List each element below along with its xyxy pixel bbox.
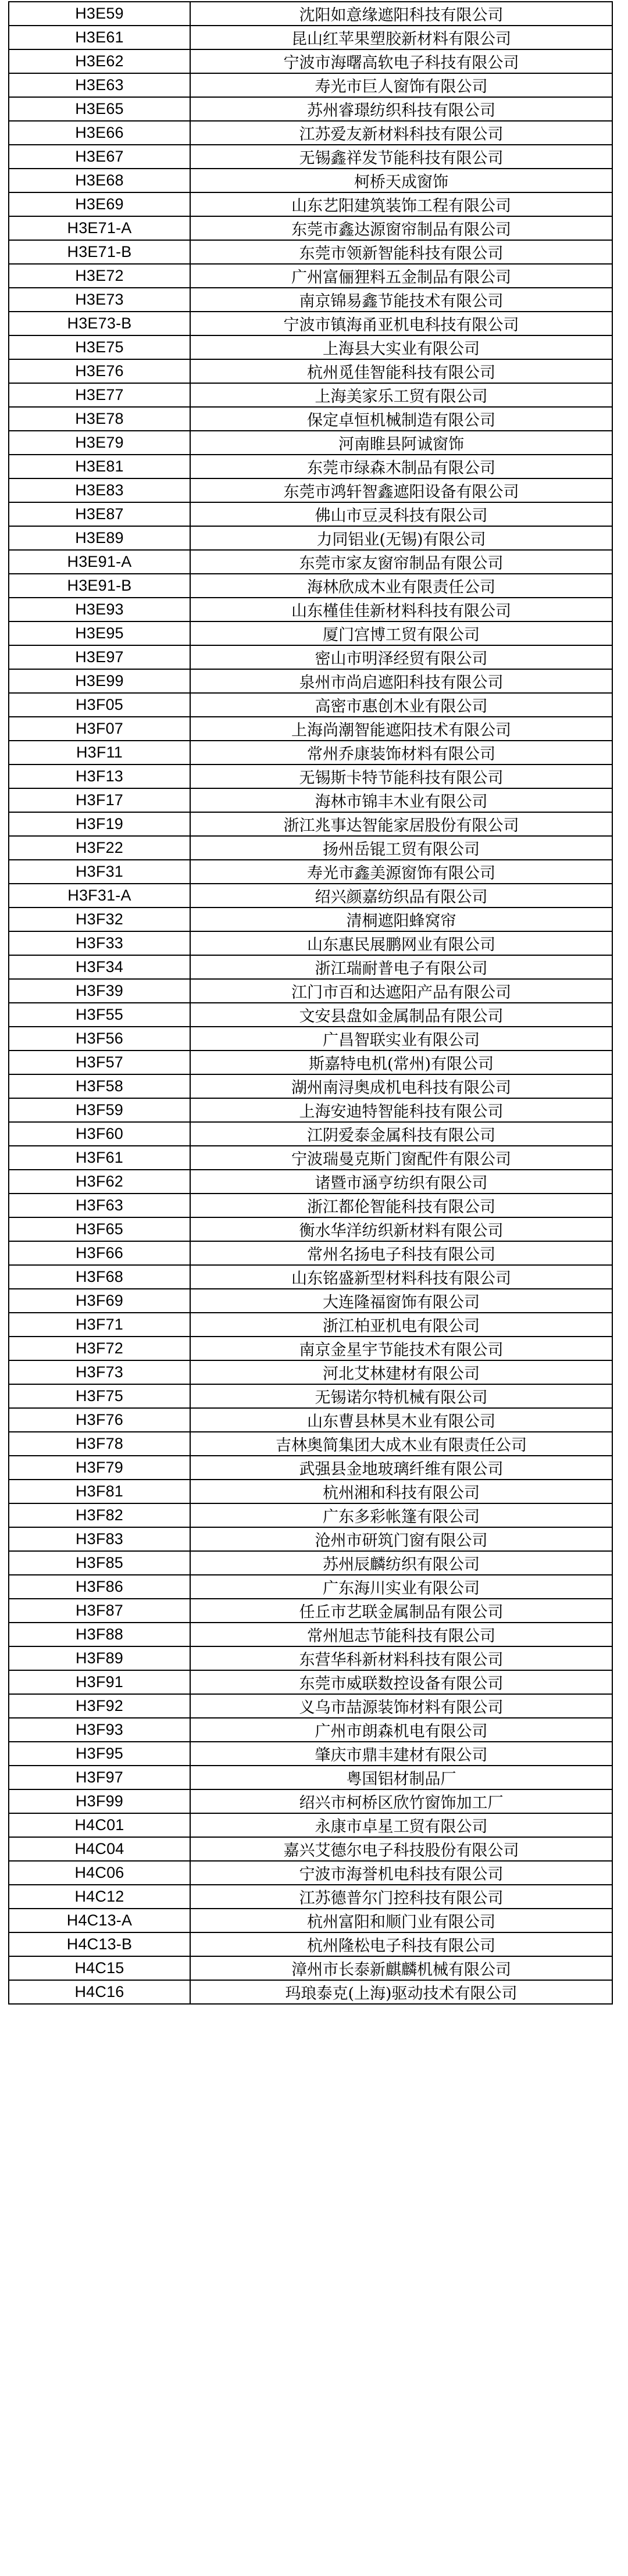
company-name-cell: 江苏德普尔门控科技有限公司: [190, 1885, 612, 1909]
company-name-cell: 南京金星宇节能技术有限公司: [190, 1337, 612, 1360]
booth-number-cell: H3E68: [9, 169, 190, 192]
booth-number-cell: H3E81: [9, 455, 190, 478]
company-name-cell: 广州市朗森机电有限公司: [190, 1718, 612, 1742]
table-row: [9, 1694, 612, 1718]
company-name-cell: 漳州市长泰新麒麟机械有限公司: [190, 1956, 612, 1980]
table-row: [9, 312, 612, 335]
booth-number-cell: H3E79: [9, 431, 190, 455]
table-row: [9, 860, 612, 884]
booth-number-cell: H3E87: [9, 502, 190, 526]
table-row: [9, 169, 612, 192]
table-row: [9, 1575, 612, 1599]
company-name-cell: 海林欣成木业有限责任公司: [190, 574, 612, 598]
booth-number-cell: H3E71-A: [9, 216, 190, 240]
table-row: [9, 1956, 612, 1980]
booth-number-cell: H3E91-A: [9, 550, 190, 574]
table-row: [9, 1337, 612, 1360]
booth-number-cell: H3F33: [9, 931, 190, 955]
table-row: [9, 669, 612, 693]
company-name-cell: 大连隆福窗饰有限公司: [190, 1289, 612, 1313]
booth-number-cell: H3F71: [9, 1313, 190, 1337]
table-row: [9, 812, 612, 836]
table-row: [9, 884, 612, 908]
booth-number-cell: H3F56: [9, 1027, 190, 1051]
company-name-cell: 东莞市威联数控设备有限公司: [190, 1670, 612, 1694]
booth-number-cell: H3E66: [9, 121, 190, 145]
company-name-cell: 上海美家乐工贸有限公司: [190, 383, 612, 407]
company-name-cell: 上海安迪特智能科技有限公司: [190, 1098, 612, 1122]
booth-number-cell: H3F72: [9, 1337, 190, 1360]
company-name-cell: 苏州辰麟纺织有限公司: [190, 1551, 612, 1575]
booth-number-cell: H4C13-A: [9, 1909, 190, 1932]
booth-number-cell: H3F61: [9, 1146, 190, 1170]
company-name-cell: 宁波市镇海甬亚机电科技有限公司: [190, 312, 612, 335]
booth-number-cell: H3F87: [9, 1599, 190, 1623]
booth-number-cell: H4C13-B: [9, 1932, 190, 1956]
booth-number-cell: H3E76: [9, 359, 190, 383]
table-row: [9, 1670, 612, 1694]
booth-number-cell: H3F75: [9, 1384, 190, 1408]
company-name-cell: 玛琅泰克(上海)驱动技术有限公司: [190, 1980, 612, 2004]
table-row: [9, 26, 612, 49]
company-name-cell: 文安县盘如金属制品有限公司: [190, 1003, 612, 1027]
booth-number-cell: H3E77: [9, 383, 190, 407]
table-row: [9, 73, 612, 97]
company-name-cell: 绍兴颜嘉纺织品有限公司: [190, 884, 612, 908]
booth-number-cell: H3F97: [9, 1766, 190, 1789]
booth-number-cell: H3F76: [9, 1408, 190, 1432]
company-name-cell: 扬州岳锟工贸有限公司: [190, 836, 612, 860]
table-row: [9, 383, 612, 407]
company-name-cell: 河北艾林建材有限公司: [190, 1360, 612, 1384]
booth-number-cell: H3F62: [9, 1170, 190, 1194]
table-row: [9, 1289, 612, 1313]
company-name-cell: 柯桥天成窗饰: [190, 169, 612, 192]
company-name-cell: 吉林奥简集团大成木业有限责任公司: [190, 1432, 612, 1456]
company-name-cell: 无锡鑫祥发节能科技有限公司: [190, 145, 612, 169]
table-row: [9, 288, 612, 312]
booth-number-cell: H3F31-A: [9, 884, 190, 908]
booth-number-cell: H3F39: [9, 979, 190, 1003]
booth-number-cell: H3F83: [9, 1527, 190, 1551]
booth-number-cell: H4C04: [9, 1837, 190, 1861]
booth-number-cell: H3E73: [9, 288, 190, 312]
table-row: [9, 1170, 612, 1194]
table-row: [9, 1122, 612, 1146]
company-name-cell: 肇庆市鼎丰建材有限公司: [190, 1742, 612, 1766]
booth-number-cell: H3F55: [9, 1003, 190, 1027]
exhibitor-list: [8, 1, 612, 2005]
table-row: [9, 1623, 612, 1646]
company-name-cell: 海林市锦丰木业有限公司: [190, 788, 612, 812]
booth-number-cell: H3F68: [9, 1265, 190, 1289]
table-row: [9, 955, 612, 979]
company-name-cell: 江苏爱友新材料科技有限公司: [190, 121, 612, 145]
booth-number-cell: H3F93: [9, 1718, 190, 1742]
company-name-cell: 诸暨市涵亨纺织有限公司: [190, 1170, 612, 1194]
company-name-cell: 上海尚潮智能遮阳技术有限公司: [190, 717, 612, 741]
booth-number-cell: H3F60: [9, 1122, 190, 1146]
booth-number-cell: H3E78: [9, 407, 190, 431]
booth-number-cell: H3E93: [9, 598, 190, 621]
table-row: [9, 1646, 612, 1670]
booth-number-cell: H3F57: [9, 1051, 190, 1074]
company-name-cell: 山东铭盛新型材料科技有限公司: [190, 1265, 612, 1289]
booth-number-cell: H3F88: [9, 1623, 190, 1646]
table-row: [9, 979, 612, 1003]
table-row: [9, 1074, 612, 1098]
booth-number-cell: H4C15: [9, 1956, 190, 1980]
booth-number-cell: H3F66: [9, 1241, 190, 1265]
booth-number-cell: H3E89: [9, 526, 190, 550]
booth-number-cell: H4C06: [9, 1861, 190, 1885]
booth-number-cell: H3F32: [9, 908, 190, 931]
table-row: [9, 1194, 612, 1217]
booth-number-cell: H3F86: [9, 1575, 190, 1599]
table-row: [9, 240, 612, 264]
booth-number-cell: H3E99: [9, 669, 190, 693]
company-name-cell: 东莞市绿森木制品有限公司: [190, 455, 612, 478]
company-name-cell: 山东槿佳佳新材料科技有限公司: [190, 598, 612, 621]
booth-number-cell: H3E75: [9, 335, 190, 359]
company-name-cell: 浙江兆事达智能家居股份有限公司: [190, 812, 612, 836]
table-row: [9, 1789, 612, 1813]
company-name-cell: 常州乔康装饰材料有限公司: [190, 741, 612, 764]
booth-number-cell: H3E69: [9, 192, 190, 216]
booth-number-cell: H3F22: [9, 836, 190, 860]
company-name-cell: 江门市百和达遮阳产品有限公司: [190, 979, 612, 1003]
table-row: [9, 908, 612, 931]
company-name-cell: 斯嘉特电机(常州)有限公司: [190, 1051, 612, 1074]
table-row: [9, 359, 612, 383]
company-name-cell: 粤国铝材制品厂: [190, 1766, 612, 1789]
booth-number-cell: H3E91-B: [9, 574, 190, 598]
booth-number-cell: H4C16: [9, 1980, 190, 2004]
table-row: [9, 1146, 612, 1170]
booth-number-cell: H3E95: [9, 621, 190, 645]
booth-number-cell: H3E73-B: [9, 312, 190, 335]
table-row: [9, 1813, 612, 1837]
table-row: [9, 1313, 612, 1337]
company-name-cell: 东莞市鸿轩智鑫遮阳设备有限公司: [190, 478, 612, 502]
table-row: [9, 741, 612, 764]
booth-number-cell: H3E59: [9, 2, 190, 26]
exhibitor-table: [8, 1, 613, 2005]
company-name-cell: 嘉兴艾德尔电子科技股份有限公司: [190, 1837, 612, 1861]
booth-number-cell: H3F13: [9, 764, 190, 788]
booth-number-cell: H3F79: [9, 1456, 190, 1480]
booth-number-cell: H4C01: [9, 1813, 190, 1837]
booth-number-cell: H3F82: [9, 1503, 190, 1527]
booth-number-cell: H3F89: [9, 1646, 190, 1670]
table-row: [9, 1003, 612, 1027]
table-row: [9, 121, 612, 145]
table-row: [9, 1027, 612, 1051]
booth-number-cell: H3F65: [9, 1217, 190, 1241]
booth-number-cell: H3F34: [9, 955, 190, 979]
table-row: [9, 1432, 612, 1456]
company-name-cell: 杭州觅佳智能科技有限公司: [190, 359, 612, 383]
company-name-cell: 广州富俪狸料五金制品有限公司: [190, 264, 612, 288]
booth-number-cell: H3F07: [9, 717, 190, 741]
table-row: [9, 1932, 612, 1956]
exhibitor-table-body: [9, 2, 612, 2004]
company-name-cell: 宁波市海曙高软电子科技有限公司: [190, 49, 612, 73]
booth-number-cell: H3F58: [9, 1074, 190, 1098]
table-row: [9, 1241, 612, 1265]
company-name-cell: 湖州南浔奥成机电科技有限公司: [190, 1074, 612, 1098]
booth-number-cell: H3F99: [9, 1789, 190, 1813]
table-row: [9, 216, 612, 240]
company-name-cell: 杭州湘和科技有限公司: [190, 1480, 612, 1503]
table-row: [9, 693, 612, 717]
table-row: [9, 192, 612, 216]
company-name-cell: 杭州隆松电子科技有限公司: [190, 1932, 612, 1956]
company-name-cell: 杭州富阳和顺门业有限公司: [190, 1909, 612, 1932]
company-name-cell: 寿光市鑫美源窗饰有限公司: [190, 860, 612, 884]
table-row: [9, 478, 612, 502]
table-row: [9, 645, 612, 669]
table-row: [9, 1384, 612, 1408]
company-name-cell: 广东海川实业有限公司: [190, 1575, 612, 1599]
booth-number-cell: H3E62: [9, 49, 190, 73]
booth-number-cell: H3E65: [9, 97, 190, 121]
table-row: [9, 1098, 612, 1122]
booth-number-cell: H3F11: [9, 741, 190, 764]
table-row: [9, 1837, 612, 1861]
table-row: [9, 1480, 612, 1503]
booth-number-cell: H3E72: [9, 264, 190, 288]
table-row: [9, 145, 612, 169]
table-row: [9, 1265, 612, 1289]
company-name-cell: 宁波瑞曼克斯门窗配件有限公司: [190, 1146, 612, 1170]
company-name-cell: 武强县金地玻璃纤维有限公司: [190, 1456, 612, 1480]
company-name-cell: 任丘市艺联金属制品有限公司: [190, 1599, 612, 1623]
table-row: [9, 1408, 612, 1432]
company-name-cell: 浙江柏亚机电有限公司: [190, 1313, 612, 1337]
company-name-cell: 无锡诺尔特机械有限公司: [190, 1384, 612, 1408]
table-row: [9, 1599, 612, 1623]
table-row: [9, 788, 612, 812]
company-name-cell: 永康市卓星工贸有限公司: [190, 1813, 612, 1837]
booth-number-cell: H3E67: [9, 145, 190, 169]
table-row: [9, 1766, 612, 1789]
company-name-cell: 沈阳如意缘遮阳科技有限公司: [190, 2, 612, 26]
company-name-cell: 东莞市领新智能科技有限公司: [190, 240, 612, 264]
company-name-cell: 泉州市尚启遮阳科技有限公司: [190, 669, 612, 693]
booth-number-cell: H3F92: [9, 1694, 190, 1718]
company-name-cell: 东营华科新材料科技有限公司: [190, 1646, 612, 1670]
company-name-cell: 衡水华洋纺织新材料有限公司: [190, 1217, 612, 1241]
booth-number-cell: H3E71-B: [9, 240, 190, 264]
company-name-cell: 清桐遮阳蜂窝帘: [190, 908, 612, 931]
table-row: [9, 431, 612, 455]
table-row: [9, 455, 612, 478]
table-row: [9, 526, 612, 550]
booth-number-cell: H3F78: [9, 1432, 190, 1456]
table-row: [9, 407, 612, 431]
booth-number-cell: H3F63: [9, 1194, 190, 1217]
company-name-cell: 宁波市海誉机电科技有限公司: [190, 1861, 612, 1885]
company-name-cell: 常州名扬电子科技有限公司: [190, 1241, 612, 1265]
company-name-cell: 山东惠民展鹏网业有限公司: [190, 931, 612, 955]
company-name-cell: 东莞市家友窗帘制品有限公司: [190, 550, 612, 574]
table-row: [9, 574, 612, 598]
table-row: [9, 2, 612, 26]
booth-number-cell: H3F31: [9, 860, 190, 884]
company-name-cell: 浙江瑞耐普电子有限公司: [190, 955, 612, 979]
company-name-cell: 山东艺阳建筑装饰工程有限公司: [190, 192, 612, 216]
booth-number-cell: H3F95: [9, 1742, 190, 1766]
booth-number-cell: H3F19: [9, 812, 190, 836]
table-row: [9, 1503, 612, 1527]
company-name-cell: 广昌智联实业有限公司: [190, 1027, 612, 1051]
company-name-cell: 无锡斯卡特节能科技有限公司: [190, 764, 612, 788]
company-name-cell: 力同铝业(无锡)有限公司: [190, 526, 612, 550]
booth-number-cell: H4C12: [9, 1885, 190, 1909]
booth-number-cell: H3F85: [9, 1551, 190, 1575]
company-name-cell: 厦门宫博工贸有限公司: [190, 621, 612, 645]
company-name-cell: 高密市惠创木业有限公司: [190, 693, 612, 717]
company-name-cell: 浙江都伦智能科技有限公司: [190, 1194, 612, 1217]
company-name-cell: 沧州市研筑门窗有限公司: [190, 1527, 612, 1551]
table-row: [9, 1885, 612, 1909]
company-name-cell: 密山市明泽经贸有限公司: [190, 645, 612, 669]
booth-number-cell: H3F05: [9, 693, 190, 717]
company-name-cell: 上海县大实业有限公司: [190, 335, 612, 359]
table-row: [9, 1980, 612, 2004]
company-name-cell: 寿光市巨人窗饰有限公司: [190, 73, 612, 97]
company-name-cell: 山东曹县林昊木业有限公司: [190, 1408, 612, 1432]
booth-number-cell: H3E83: [9, 478, 190, 502]
booth-number-cell: H3F81: [9, 1480, 190, 1503]
company-name-cell: 广东多彩帐篷有限公司: [190, 1503, 612, 1527]
table-row: [9, 598, 612, 621]
table-row: [9, 1456, 612, 1480]
table-row: [9, 49, 612, 73]
table-row: [9, 1909, 612, 1932]
company-name-cell: 常州旭志节能科技有限公司: [190, 1623, 612, 1646]
table-row: [9, 1861, 612, 1885]
table-row: [9, 764, 612, 788]
table-row: [9, 550, 612, 574]
booth-number-cell: H3E63: [9, 73, 190, 97]
table-row: [9, 717, 612, 741]
booth-number-cell: H3E97: [9, 645, 190, 669]
company-name-cell: 佛山市豆灵科技有限公司: [190, 502, 612, 526]
table-row: [9, 1360, 612, 1384]
table-row: [9, 335, 612, 359]
table-row: [9, 502, 612, 526]
booth-number-cell: H3F69: [9, 1289, 190, 1313]
company-name-cell: 保定卓恒机械制造有限公司: [190, 407, 612, 431]
booth-number-cell: H3F73: [9, 1360, 190, 1384]
booth-number-cell: H3E61: [9, 26, 190, 49]
company-name-cell: 南京锦易鑫节能技术有限公司: [190, 288, 612, 312]
table-row: [9, 1527, 612, 1551]
company-name-cell: 东莞市鑫达源窗帘制品有限公司: [190, 216, 612, 240]
table-row: [9, 1551, 612, 1575]
table-row: [9, 264, 612, 288]
company-name-cell: 苏州睿璟纺织科技有限公司: [190, 97, 612, 121]
company-name-cell: 义乌市喆源装饰材料有限公司: [190, 1694, 612, 1718]
table-row: [9, 931, 612, 955]
booth-number-cell: H3F17: [9, 788, 190, 812]
table-row: [9, 1051, 612, 1074]
table-row: [9, 621, 612, 645]
table-row: [9, 1718, 612, 1742]
company-name-cell: 昆山红苹果塑胶新材料有限公司: [190, 26, 612, 49]
booth-number-cell: H3F91: [9, 1670, 190, 1694]
company-name-cell: 河南睢县阿诚窗饰: [190, 431, 612, 455]
table-row: [9, 1742, 612, 1766]
company-name-cell: 江阴爱泰金属科技有限公司: [190, 1122, 612, 1146]
table-row: [9, 97, 612, 121]
table-row: [9, 1217, 612, 1241]
booth-number-cell: H3F59: [9, 1098, 190, 1122]
table-row: [9, 836, 612, 860]
company-name-cell: 绍兴市柯桥区欣竹窗饰加工厂: [190, 1789, 612, 1813]
